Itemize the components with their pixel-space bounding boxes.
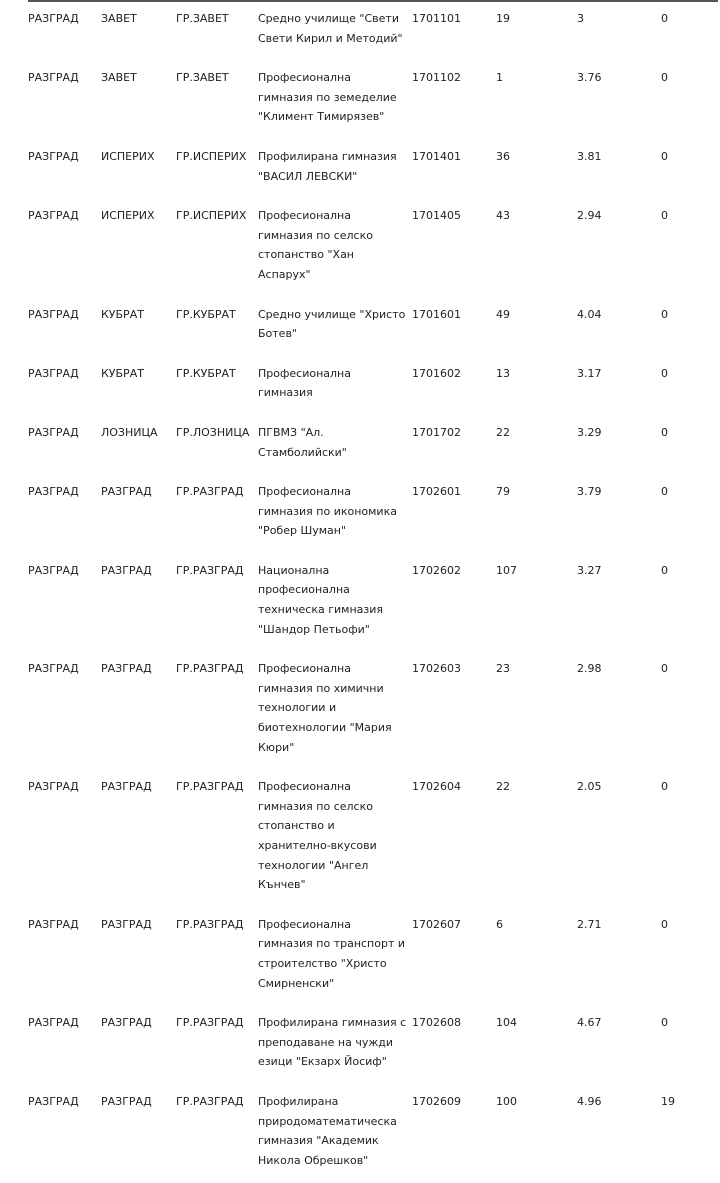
school-code-cell: 1701702 bbox=[412, 425, 461, 439]
extra-count-cell: 0 bbox=[661, 662, 668, 676]
count-cell: 13 bbox=[496, 366, 510, 380]
region-cell: РАЗГРАД bbox=[28, 563, 79, 577]
score-cell: 2.05 bbox=[577, 780, 602, 794]
settlement-cell: ГР.РАЗГРАД bbox=[176, 662, 244, 676]
region-cell: РАЗГРАД bbox=[28, 485, 79, 499]
score-cell: 3.79 bbox=[577, 485, 602, 499]
score-cell: 2.71 bbox=[577, 917, 602, 931]
school-name-cell: Профилирана гимназия "ВАСИЛ ЛЕВСКИ" bbox=[258, 149, 397, 183]
settlement-cell: ГР.ЛОЗНИЦА bbox=[176, 425, 250, 439]
school-name-cell: Професионална гимназия по химични технологии и биотехнологии "Мария Кюри" bbox=[258, 662, 392, 754]
table-row bbox=[28, 1085, 718, 1183]
settlement-cell: ГР.РАЗГРАД bbox=[176, 917, 244, 931]
table-row bbox=[28, 908, 718, 1006]
region-cell: РАЗГРАД bbox=[28, 12, 79, 25]
extra-count-cell: 0 bbox=[661, 780, 668, 794]
table-row bbox=[28, 416, 718, 475]
school-code-cell: 1702604 bbox=[412, 780, 461, 794]
municipality-cell: КУБРАТ bbox=[101, 307, 144, 321]
school-name-cell: Професионална гимназия по селско стопанство "Хан Аспарух" bbox=[258, 209, 373, 281]
score-cell: 2.94 bbox=[577, 209, 602, 223]
school-code-cell: 1701102 bbox=[412, 71, 461, 85]
extra-count-cell: 0 bbox=[661, 209, 668, 223]
score-cell: 3.76 bbox=[577, 71, 602, 85]
settlement-cell: ГР.ЗАВЕТ bbox=[176, 71, 229, 85]
count-cell: 1 bbox=[496, 71, 503, 85]
region-cell: РАЗГРАД bbox=[28, 425, 79, 439]
settlement-cell: ГР.КУБРАТ bbox=[176, 366, 236, 380]
extra-count-cell: 0 bbox=[661, 425, 668, 439]
region-cell: РАЗГРАД bbox=[28, 1016, 79, 1030]
region-cell: РАЗГРАД bbox=[28, 307, 79, 321]
municipality-cell: РАЗГРАД bbox=[101, 662, 152, 676]
count-cell: 19 bbox=[496, 12, 510, 25]
municipality-cell: ИСПЕРИХ bbox=[101, 149, 155, 163]
count-cell: 22 bbox=[496, 780, 510, 794]
school-name-cell: Професионална гимназия bbox=[258, 366, 351, 400]
score-cell: 3.27 bbox=[577, 563, 602, 577]
count-cell: 79 bbox=[496, 485, 510, 499]
count-cell: 104 bbox=[496, 1016, 517, 1030]
settlement-cell: ГР.РАЗГРАД bbox=[176, 1094, 244, 1108]
municipality-cell: РАЗГРАД bbox=[101, 780, 152, 794]
school-code-cell: 1701602 bbox=[412, 366, 461, 380]
count-cell: 49 bbox=[496, 307, 510, 321]
count-cell: 36 bbox=[496, 149, 510, 163]
municipality-cell: РАЗГРАД bbox=[101, 917, 152, 931]
municipality-cell: ИСПЕРИХ bbox=[101, 209, 155, 223]
school-code-cell: 1702607 bbox=[412, 917, 461, 931]
municipality-cell: ЗАВЕТ bbox=[101, 12, 137, 25]
extra-count-cell: 0 bbox=[661, 1016, 668, 1030]
score-cell: 2.98 bbox=[577, 662, 602, 676]
score-cell: 3 bbox=[577, 12, 584, 25]
school-name-cell: Професионална гимназия по земеделие "Климент Тимирязев" bbox=[258, 71, 397, 124]
school-code-cell: 1702603 bbox=[412, 662, 461, 676]
school-name-cell: Профилирана природоматематическа гимназия "Академик Никола Обрешков" bbox=[258, 1094, 397, 1167]
school-name-cell: Професионална гимназия по селско стопанство и хранително-вкусови технологии "Ангел Кънчев" bbox=[258, 780, 377, 892]
school-name-cell: Средно училище "Свети Свети Кирил и Методий" bbox=[258, 12, 403, 45]
settlement-cell: ГР.КУБРАТ bbox=[176, 307, 236, 321]
municipality-cell: РАЗГРАД bbox=[101, 485, 152, 499]
municipality-cell: ЗАВЕТ bbox=[101, 71, 137, 85]
score-cell: 4.96 bbox=[577, 1094, 602, 1108]
extra-count-cell: 0 bbox=[661, 563, 668, 577]
municipality-cell: РАЗГРАД bbox=[101, 1016, 152, 1030]
table-body bbox=[28, 2, 718, 1183]
count-cell: 100 bbox=[496, 1094, 517, 1108]
school-code-cell: 1701601 bbox=[412, 307, 461, 321]
school-code-cell: 1702601 bbox=[412, 485, 461, 499]
school-name-cell: ПГВМЗ "Ал. Стамболийски" bbox=[258, 425, 347, 459]
count-cell: 107 bbox=[496, 563, 517, 577]
score-cell: 3.17 bbox=[577, 366, 602, 380]
schools-table bbox=[28, 2, 718, 1183]
school-name-cell: Национална професионална техническа гимназия "Шандор Петьофи" bbox=[258, 563, 383, 636]
extra-count-cell: 0 bbox=[661, 485, 668, 499]
score-cell: 3.29 bbox=[577, 425, 602, 439]
region-cell: РАЗГРАД bbox=[28, 209, 79, 223]
municipality-cell: РАЗГРАД bbox=[101, 1094, 152, 1108]
municipality-cell: РАЗГРАД bbox=[101, 563, 152, 577]
table-row bbox=[28, 652, 718, 770]
settlement-cell: ГР.РАЗГРАД bbox=[176, 780, 244, 794]
count-cell: 43 bbox=[496, 209, 510, 223]
count-cell: 6 bbox=[496, 917, 503, 931]
score-cell: 4.67 bbox=[577, 1016, 602, 1030]
table-row bbox=[28, 140, 718, 199]
school-name-cell: Профилирана гимназия с преподаване на чужди езици "Екзарх Йосиф" bbox=[258, 1016, 407, 1069]
region-cell: РАЗГРАД bbox=[28, 366, 79, 380]
school-code-cell: 1702602 bbox=[412, 563, 461, 577]
region-cell: РАЗГРАД bbox=[28, 71, 79, 85]
score-cell: 4.04 bbox=[577, 307, 602, 321]
table-row bbox=[28, 199, 718, 297]
extra-count-cell: 0 bbox=[661, 917, 668, 931]
municipality-cell: ЛОЗНИЦА bbox=[101, 425, 158, 439]
settlement-cell: ГР.РАЗГРАД bbox=[176, 563, 244, 577]
region-cell: РАЗГРАД bbox=[28, 917, 79, 931]
table-row bbox=[28, 554, 718, 652]
settlement-cell: ГР.ИСПЕРИХ bbox=[176, 149, 247, 163]
school-name-cell: Професионална гимназия по икономика "Робер Шуман" bbox=[258, 485, 397, 538]
school-code-cell: 1702608 bbox=[412, 1016, 461, 1030]
extra-count-cell: 0 bbox=[661, 12, 668, 25]
table-row bbox=[28, 298, 718, 357]
school-code-cell: 1701401 bbox=[412, 149, 461, 163]
score-cell: 3.81 bbox=[577, 149, 602, 163]
extra-count-cell: 19 bbox=[661, 1094, 675, 1108]
count-cell: 22 bbox=[496, 425, 510, 439]
extra-count-cell: 0 bbox=[661, 71, 668, 85]
extra-count-cell: 0 bbox=[661, 366, 668, 380]
municipality-cell: КУБРАТ bbox=[101, 366, 144, 380]
table-row bbox=[28, 1006, 718, 1085]
settlement-cell: ГР.РАЗГРАД bbox=[176, 1016, 244, 1030]
region-cell: РАЗГРАД bbox=[28, 1094, 79, 1108]
settlement-cell: ГР.ИСПЕРИХ bbox=[176, 209, 247, 223]
table-row bbox=[28, 2, 718, 61]
table-row bbox=[28, 475, 718, 554]
school-name-cell: Средно училище "Христо Ботев" bbox=[258, 307, 406, 341]
table-row bbox=[28, 61, 718, 140]
school-code-cell: 1701101 bbox=[412, 12, 461, 25]
count-cell: 23 bbox=[496, 662, 510, 676]
table-row bbox=[28, 357, 718, 416]
extra-count-cell: 0 bbox=[661, 149, 668, 163]
school-code-cell: 1702609 bbox=[412, 1094, 461, 1108]
table-row bbox=[28, 770, 718, 908]
school-name-cell: Професионална гимназия по транспорт и строителство "Христо Смирненски" bbox=[258, 917, 406, 990]
region-cell: РАЗГРАД bbox=[28, 149, 79, 163]
settlement-cell: ГР.РАЗГРАД bbox=[176, 485, 244, 499]
region-cell: РАЗГРАД bbox=[28, 780, 79, 794]
region-cell: РАЗГРАД bbox=[28, 662, 79, 676]
extra-count-cell: 0 bbox=[661, 307, 668, 321]
settlement-cell: ГР.ЗАВЕТ bbox=[176, 12, 229, 25]
school-code-cell: 1701405 bbox=[412, 209, 461, 223]
